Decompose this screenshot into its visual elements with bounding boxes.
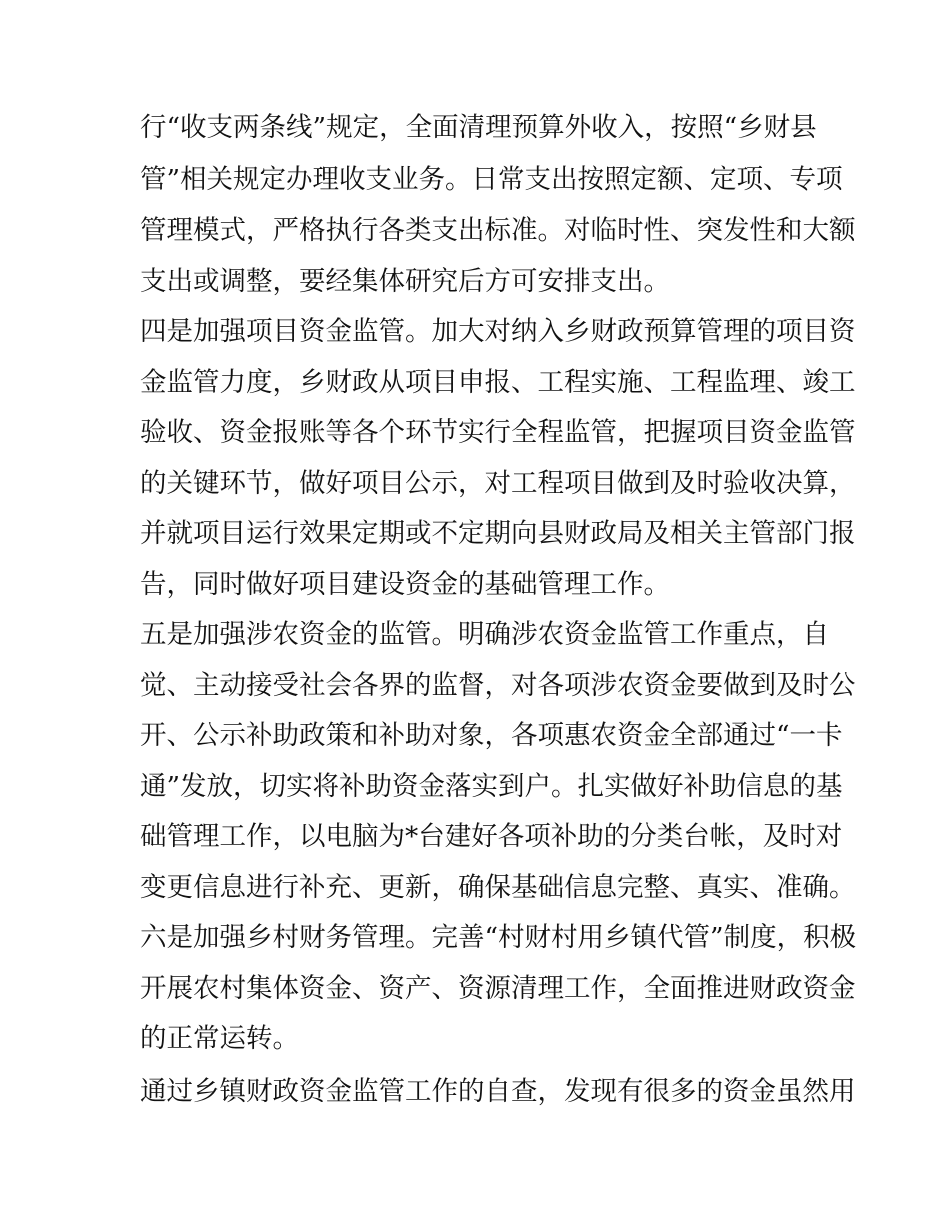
text-line: 告，同时做好项目建设资金的基础管理工作。 bbox=[140, 569, 670, 600]
text-line: 的关键环节，做好项目公示，对工程项目做到及时验收决算， bbox=[140, 468, 856, 499]
text-line: 金监管力度，乡财政从项目申报、工程实施、工程监理、竣工 bbox=[140, 367, 856, 398]
text-line: 通”发放，切实将补助资金落实到户。扎实做好补助信息的基 bbox=[140, 771, 843, 802]
paragraph-6-start: 六是加强乡村财务管理。完善“村财村用乡镇代管”制度，积极 bbox=[140, 922, 857, 953]
paragraph-4-start: 四是加强项目资金监管。加大对纳入乡财政预算管理的项目资 bbox=[140, 316, 856, 347]
text-line: 管理模式，严格执行各类支出标准。对临时性、突发性和大额 bbox=[140, 215, 856, 246]
text-line: 并就项目运行效果定期或不定期向县财政局及相关主管部门报 bbox=[140, 518, 856, 549]
text-line: 开、公示补助政策和补助对象，各项惠农资金全部通过“一卡 bbox=[140, 720, 843, 751]
paragraph-7-start: 通过乡镇财政资金监管工作的自查，发现有很多的资金虽然用 bbox=[140, 1076, 856, 1107]
text-line: 开展农村集体资金、资产、资源清理工作，全面推进财政资金 bbox=[140, 973, 856, 1004]
paragraph-5-start: 五是加强涉农资金的监管。明确涉农资金监管工作重点，自 bbox=[140, 619, 829, 650]
text-line: 变更信息进行补充、更新，确保基础信息完整、真实、准确。 bbox=[140, 872, 856, 903]
text-line: 支出或调整，要经集体研究后方可安排支出。 bbox=[140, 266, 670, 297]
text-line: 础管理工作，以电脑为*台建好各项补助的分类台帐，及时对 bbox=[140, 821, 843, 852]
text-line: 行“收支两条线”规定，全面清理预算外收入，按照“乡财县 bbox=[140, 112, 817, 143]
text-line: 觉、主动接受社会各界的监督，对各项涉农资金要做到及时公 bbox=[140, 670, 856, 701]
text-line: 验收、资金报账等各个环节实行全程监管，把握项目资金监管 bbox=[140, 417, 856, 448]
text-line: 的正常运转。 bbox=[140, 1023, 299, 1054]
text-line: 管”相关规定办理收支业务。日常支出按照定额、定项、专项 bbox=[140, 164, 843, 195]
